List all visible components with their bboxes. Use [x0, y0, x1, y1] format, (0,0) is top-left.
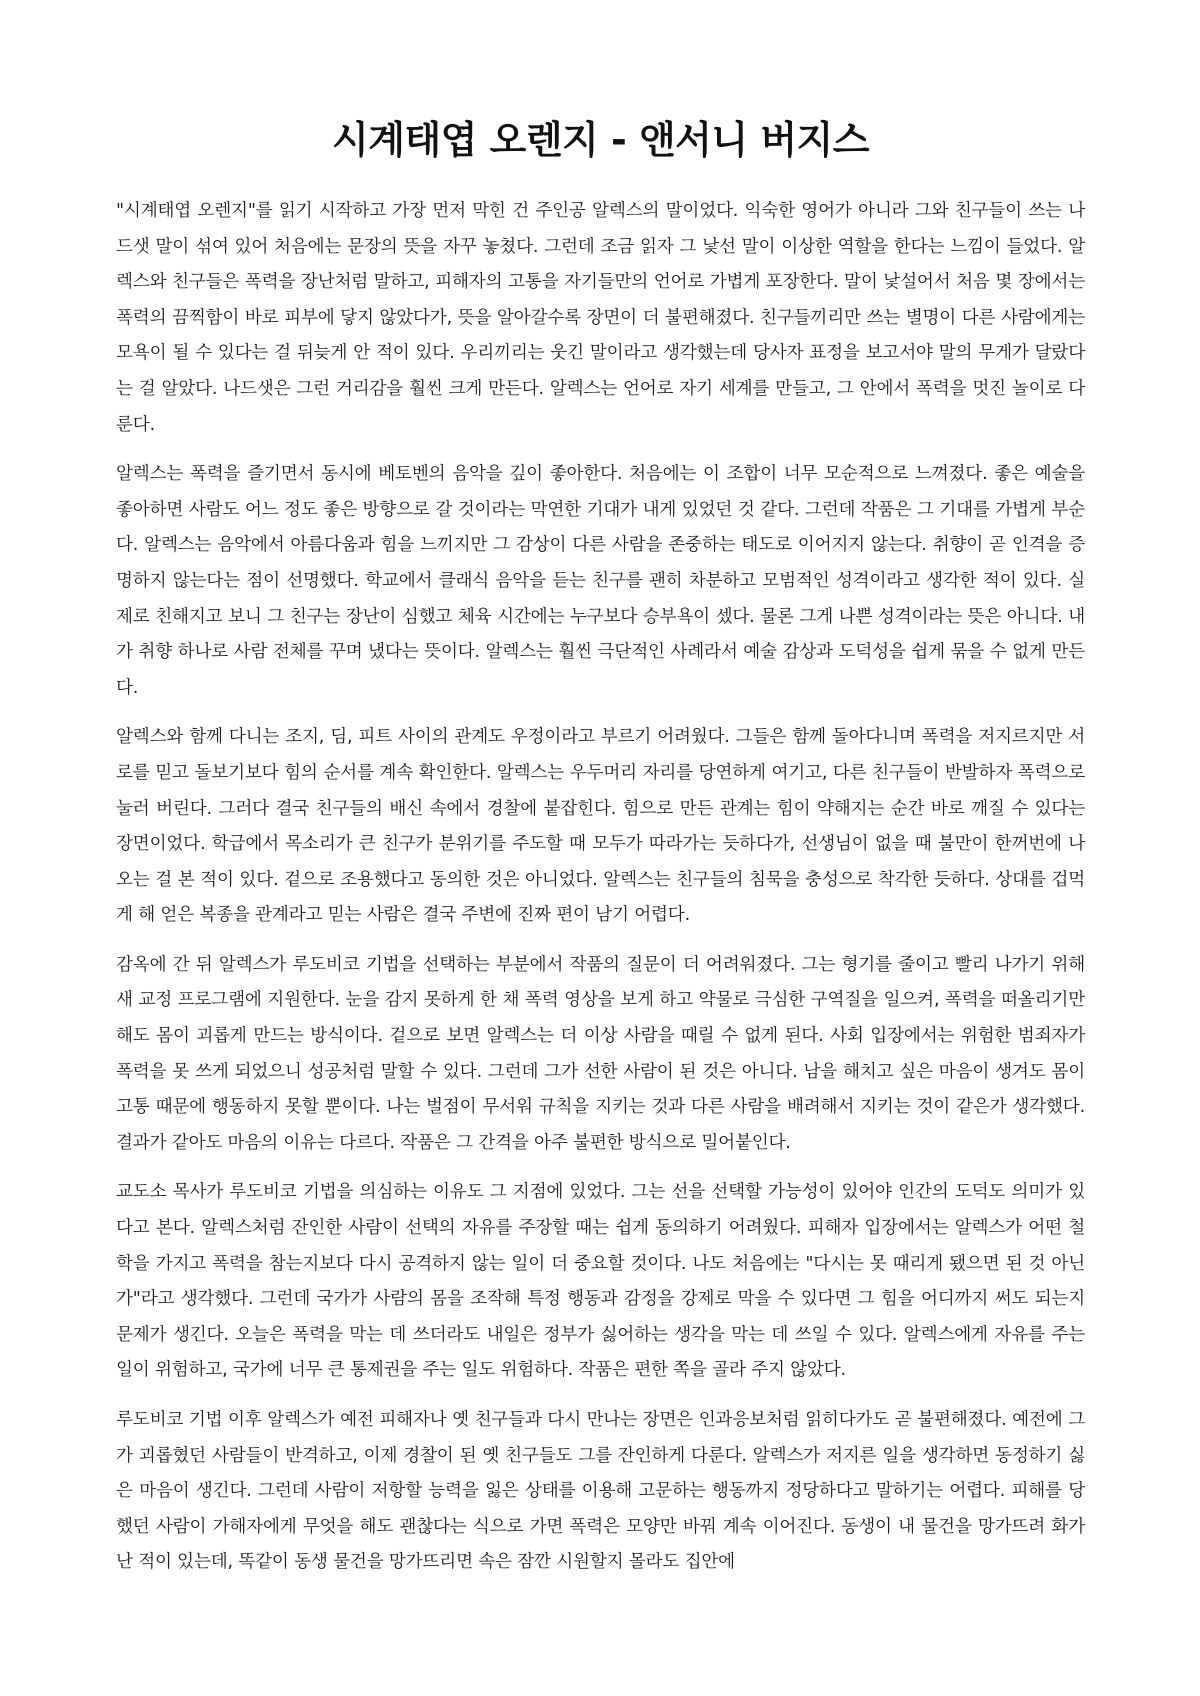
paragraph-retribution: 루도비코 기법 이후 알렉스가 예전 피해자나 옛 친구들과 다시 만나는 장면은 인과응보처럼 읽히다가도 곧 불편해졌다. 예전에 그가 괴롭혔던 사람들이 반격하고, 이제 경찰이 된 옛 친구들도 그를 잔인하게 다룬다. 알렉스가 저지른 일을 생각하면 동정하기 싫은 마음이 생긴다. 그런데 사람이 저항할 능력을 잃은 상태를 이용해 고문하는 행동까지 정당하다고 말하기는 어렵다. 피해를 당했던 사람이 가해자에게 무엇을 해도 괜찮다는 식으로 가면 폭력은 모양만 바꿔 계속 이어진다. 동생이 내 물건을 망가뜨려 화가 난 적이 있는데, 똑같이 동생 물건을 망가뜨리면 속은 잠깐 시원할지 몰라도 집안에: [116, 1410, 1085, 1573]
paragraph-ludovico-technique: 감옥에 간 뒤 알렉스가 루도비코 기법을 선택하는 부분에서 작품의 질문이 더 어려워졌다. 그는 형기를 줄이고 빨리 나가기 위해 새 교정 프로그램에 지원한다. 눈을 감지 못하게 한 채 폭력 영상을 보게 하고 약물로 극심한 구역질을 일으켜, 폭력을 떠올리기만 해도 몸이 괴롭게 만드는 방식이다. 겉으로 보면 알렉스는 더 이상 사람을 때릴 수 없게 된다. 사회 입장에서는 위험한 범죄자가 폭력을 못 쓰게 되었으니 성공처럼 말할 수 있다. 그런데 그가 선한 사람이 된 것은 아니다. 남을 해치고 싶은 마음이 생겨도 몸이 고통 때문에 행동하지 못할 뿐이다. 나는 벌점이 무서워 규칙을 지키는 것과 다른 사람을 배려해서 지키는 것이 같은가 생각했다. 결과가 같아도 마음의 이유는 다르다. 작품은 그 간격을 아주 불편한 방식으로 밀어붙인다.: [116, 954, 1085, 1153]
paragraph-free-will: 교도소 목사가 루도비코 기법을 의심하는 이유도 그 지점에 있었다. 그는 선을 선택할 가능성이 있어야 인간의 도덕도 의미가 있다고 본다. 알렉스처럼 잔인한 사람이 선택의 자유를 주장할 때는 쉽게 동의하기 어려웠다. 피해자 입장에서는 알렉스가 어떤 철학을 가지고 폭력을 참는지보다 다시 공격하지 않는 일이 더 중요할 것이다. 나도 처음에는 "다시는 못 때리게 됐으면 된 것 아닌가"라고 생각했다. 그런데 국가가 사람의 몸을 조작해 특정 행동과 감정을 강제로 막을 수 있다면 그 힘을 어디까지 써도 되는지 문제가 생긴다. 오늘은 폭력을 막는 데 쓰더라도 내일은 정부가 싫어하는 생각을 막는 데 쓰일 수 있다. 알렉스에게 자유를 주는 일이 위험하고, 국가에 너무 큰 통제권을 주는 일도 위험하다. 작품은 편한 쪽을 골라 주지 않았다.: [116, 1182, 1085, 1381]
document-title: 시계태엽 오렌지 - 앤서니 버지스: [332, 118, 869, 162]
paragraph-music-and-violence: 알렉스는 폭력을 즐기면서 동시에 베토벤의 음악을 깊이 좋아한다. 처음에는 이 조합이 너무 모순적으로 느껴졌다. 좋은 예술을 좋아하면 사람도 어느 정도 좋은 방향으로 갈 것이라는 막연한 기대가 내게 있었던 것 같다. 그런데 작품은 그 기대를 가볍게 부순다. 알렉스는 음악에서 아름다움과 힘을 느끼지만 그 감상이 다른 사람을 존중하는 태도로 이어지지 않는다. 취향이 곧 인격을 증명하지 않는다는 점이 선명했다. 학교에서 클래식 음악을 듣는 친구를 괜히 차분하고 모범적인 성격이라고 생각한 적이 있다. 실제로 친해지고 보니 그 친구는 장난이 심했고 체육 시간에는 누구보다 승부욕이 셌다. 물론 그게 나쁜 성격이라는 뜻은 아니다. 내가 취향 하나로 사람 전체를 꾸며 냈다는 뜻이다. 알렉스는 훨씬 극단적인 사례라서 예술 감상과 도덕성을 쉽게 묶을 수 없게 만든다.: [116, 464, 1085, 698]
paragraph-language: "시계태엽 오렌지"를 읽기 시작하고 가장 먼저 막힌 건 주인공 알렉스의 말이었다. 익숙한 영어가 아니라 그와 친구들이 쓰는 나드샛 말이 섞여 있어 처음에는 문장의 뜻을 자꾸 놓쳤다. 그런데 조금 읽자 그 낯선 말이 이상한 역할을 한다는 느낌이 들었다. 알렉스와 친구들은 폭력을 장난처럼 말하고, 피해자의 고통을 자기들만의 언어로 가볍게 포장한다. 말이 낯설어서 처음 몇 장에서는 폭력의 끔찍함이 바로 피부에 닿지 않았다가, 뜻을 알아갈수록 장면이 더 불편해졌다. 친구들끼리만 쓰는 별명이 다른 사람에게는 모욕이 될 수 있다는 걸 뒤늦게 안 적이 있다. 우리끼리는 웃긴 말이라고 생각했는데 당사자 표정을 보고서야 말의 무게가 달랐다는 걸 알았다. 나드샛은 그런 거리감을 훨씬 크게 만든다. 알렉스는 언어로 자기 세계를 만들고, 그 안에서 폭력을 멋진 놀이로 다룬다.: [116, 201, 1085, 435]
paragraph-friendship: 알렉스와 함께 다니는 조지, 딤, 피트 사이의 관계도 우정이라고 부르기 어려웠다. 그들은 함께 돌아다니며 폭력을 저지르지만 서로를 믿고 돌보기보다 힘의 순서를 계속 확인한다. 알렉스는 우두머리 자리를 당연하게 여기고, 다른 친구들이 반발하자 폭력으로 눌러 버린다. 그러다 결국 친구들의 배신 속에서 경찰에 붙잡힌다. 힘으로 만든 관계는 힘이 약해지는 순간 바로 깨질 수 있다는 장면이었다. 학급에서 목소리가 큰 친구가 분위기를 주도할 때 모두가 따라가는 듯하다가, 선생님이 없을 때 불만이 한꺼번에 나오는 걸 본 적이 있다. 겉으로 조용했다고 동의한 것은 아니었다. 알렉스는 친구들의 침묵을 충성으로 착각한 듯하다. 상대를 겁먹게 해 얻은 복종을 관계라고 믿는 사람은 결국 주변에 진짜 편이 남기 어렵다.: [116, 727, 1085, 926]
